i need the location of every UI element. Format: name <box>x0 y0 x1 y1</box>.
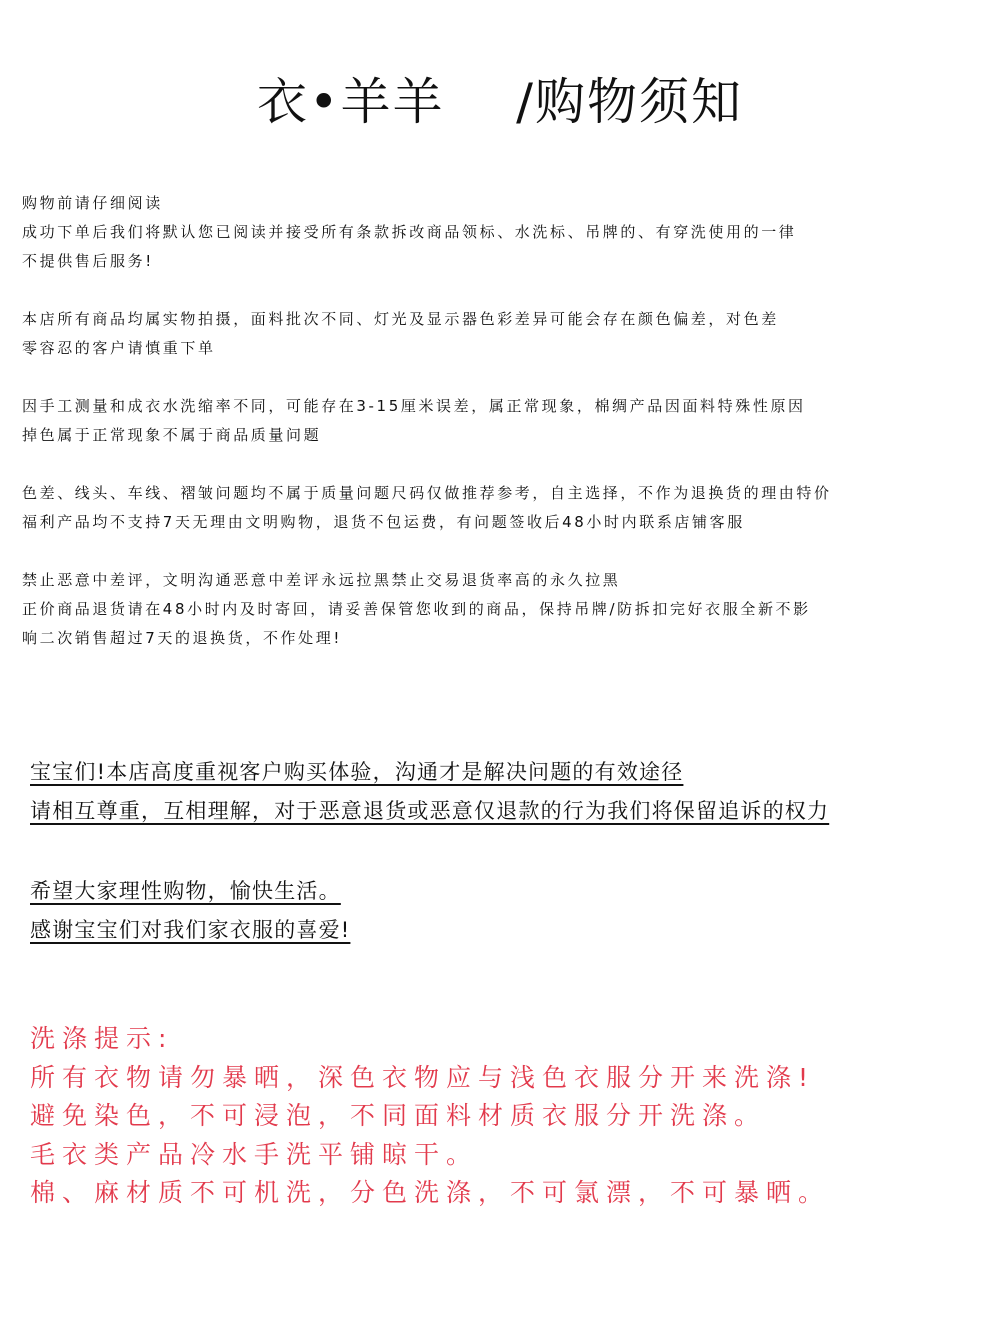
purchase-notice <box>22 189 982 682</box>
customer-message-thanks <box>30 872 980 950</box>
notice-line: 不提供售后服务! <box>22 252 154 270</box>
notice-line: 福利产品均不支持7天无理由文明购物，退货不包运费，有问题签收后48小时内联系店铺客服 <box>22 513 745 531</box>
message-line: 感谢宝宝们对我们家衣服的喜爱! <box>30 918 351 942</box>
notice-line: 掉色属于正常现象不属于商品质量问题 <box>22 426 322 444</box>
washing-tips-heading: 洗涤提示: <box>30 1024 174 1053</box>
customer-message-respect <box>30 753 980 831</box>
notice-paragraph <box>22 305 982 363</box>
notice-line: 购物前请仔细阅读 <box>22 194 163 212</box>
message-line: 请相互尊重，互相理解，对于恶意退货或恶意仅退款的行为我们将保留追诉的权力 <box>30 799 830 823</box>
notice-line: 本店所有商品均属实物拍摄，面料批次不同、灯光及显示器色彩差异可能会存在颜色偏差，对色差 <box>22 310 779 328</box>
notice-paragraph <box>22 392 982 450</box>
page-title: 衣•羊羊 /购物须知 <box>257 73 743 131</box>
notice-paragraph <box>22 566 982 653</box>
notice-line: 响二次销售超过7天的退换货，不作处理! <box>22 629 342 647</box>
washing-tip-line: 毛衣类产品冷水手洗平铺晾干。 <box>30 1139 479 1169</box>
notice-paragraph <box>22 479 982 537</box>
washing-tip-line: 棉、麻材质不可机洗，分色洗涤，不可氯漂，不可暴晒。 <box>30 1178 831 1207</box>
washing-tip-line: 避免染色，不可浸泡，不同面料材质衣服分开洗涤。 <box>30 1101 767 1130</box>
notice-line: 正价商品退货请在48小时内及时寄回，请妥善保管您收到的商品，保持吊牌/防拆扣完好衣服全新不影 <box>22 600 811 618</box>
notice-line: 色差、线头、车线、褶皱问题均不属于质量问题尺码仅做推荐参考，自主选择，不作为退换货的理由特价 <box>22 484 832 502</box>
notice-line: 成功下单后我们将默认您已阅读并接受所有条款拆改商品领标、水洗标、吊牌的、有穿洗使用的一律 <box>22 223 797 241</box>
notice-paragraph <box>22 189 982 276</box>
washing-tips <box>30 1020 985 1213</box>
message-line: 希望大家理性购物，愉快生活。 <box>30 879 341 903</box>
notice-line: 因手工测量和成衣水洗缩率不同，可能存在3-15厘米误差，属正常现象，棉绸产品因面料特殊性原因 <box>22 397 806 415</box>
notice-line: 禁止恶意中差评，文明沟通恶意中差评永远拉黑禁止交易退货率高的永久拉黑 <box>22 571 621 589</box>
notice-line: 零容忍的客户请慎重下单 <box>22 339 216 357</box>
message-line: 宝宝们!本店高度重视客户购买体验，沟通才是解决问题的有效途径 <box>30 760 684 784</box>
washing-tip-line: 所有衣物请勿暴晒，深色衣物应与浅色衣服分开来洗涤! <box>30 1062 816 1092</box>
